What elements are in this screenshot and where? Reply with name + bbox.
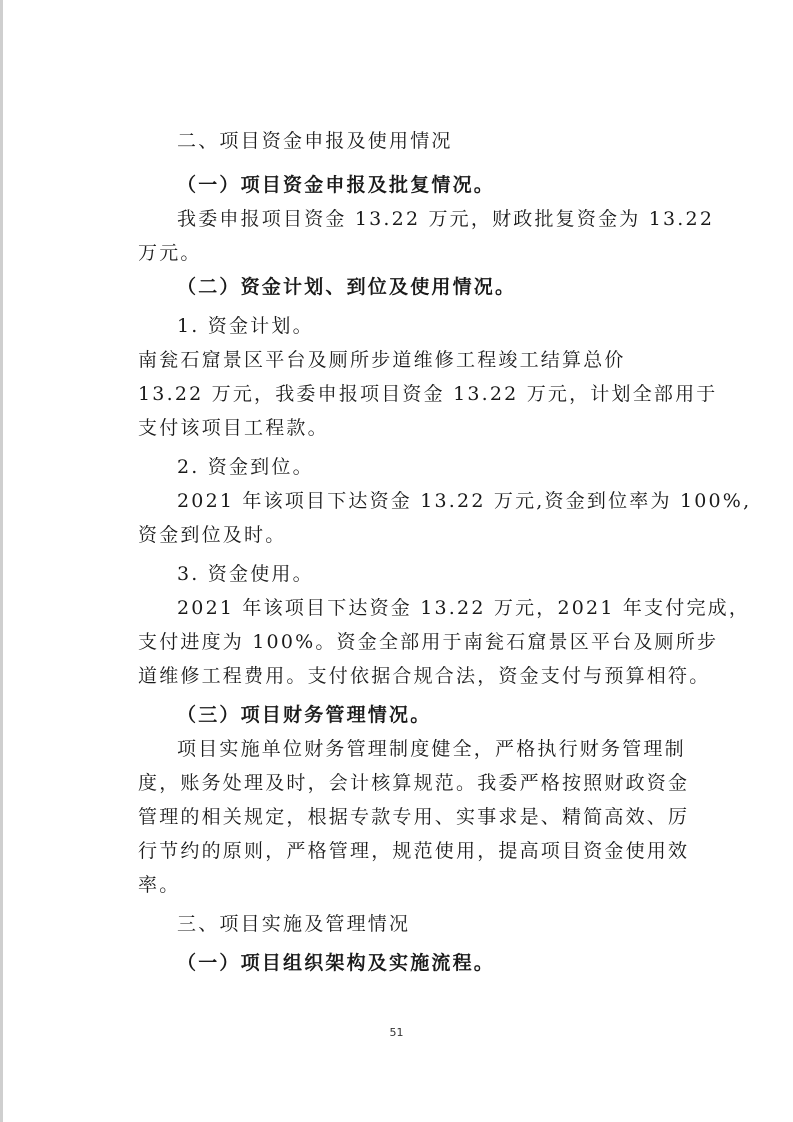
list-item-heading: 3. 资金使用。 (177, 563, 314, 585)
paragraph-line: 度，账务处理及时，会计核算规范。我委严格按照财政资金 (138, 772, 690, 794)
paragraph-line: 万元。 (138, 242, 202, 264)
paragraph-line: 行节约的原则，严格管理，规范使用，提高项目资金使用效 (138, 840, 690, 862)
paragraph-line: 南瓮石窟景区平台及厕所步道维修工程竣工结算总价 (138, 349, 626, 371)
paragraph-line: 2021 年该项目下达资金 13.22 万元，2021 年支付完成， (177, 597, 751, 619)
list-item-heading: 1. 资金计划。 (177, 315, 314, 337)
page-number: 51 (389, 1026, 404, 1039)
subsection-heading-1b: （一）项目组织架构及实施流程。 (177, 952, 496, 974)
subsection-heading-2: （二）资金计划、到位及使用情况。 (177, 276, 517, 298)
subsection-heading-1: （一）项目资金申报及批复情况。 (177, 174, 496, 196)
paragraph-line: 支付该项目工程款。 (138, 417, 329, 439)
paragraph-line: 资金到位及时。 (138, 524, 287, 546)
section-heading-3: 三、项目实施及管理情况 (177, 913, 411, 935)
paragraph-line: 管理的相关规定，根据专款专用、实事求是、精简高效、厉 (138, 806, 690, 828)
paragraph-line: 道维修工程费用。支付依据合规合法，资金支付与预算相符。 (138, 665, 711, 687)
paragraph-line: 2021 年该项目下达资金 13.22 万元,资金到位率为 100%, (177, 490, 752, 512)
section-heading-2: 二、项目资金申报及使用情况 (177, 130, 453, 152)
page-edge (0, 0, 3, 1122)
paragraph-line: 项目实施单位财务管理制度健全，严格执行财务管理制 (177, 738, 686, 760)
paragraph-line: 我委申报项目资金 13.22 万元，财政批复资金为 13.22 (177, 208, 715, 230)
paragraph-line: 支付进度为 100%。资金全部用于南瓮石窟景区平台及厕所步 (138, 631, 719, 653)
list-item-heading: 2. 资金到位。 (177, 456, 314, 478)
subsection-heading-3: （三）项目财务管理情况。 (177, 704, 432, 726)
paragraph-line: 率。 (138, 874, 181, 896)
paragraph-line: 13.22 万元，我委申报项目资金 13.22 万元，计划全部用于 (138, 383, 718, 405)
